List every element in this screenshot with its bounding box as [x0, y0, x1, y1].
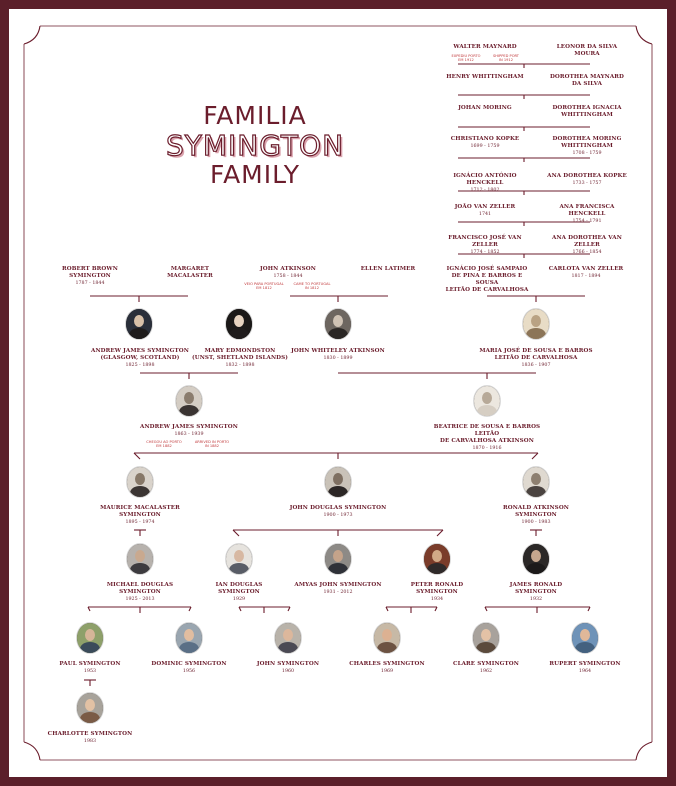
person-name: PETER RONALD SYMINGTON — [410, 582, 464, 595]
person-name: RUPERT SYMINGTON — [549, 661, 621, 667]
photo-maria-jose — [523, 309, 549, 339]
person-name: ANA DOROTHEA VAN ZELLER — [552, 235, 622, 248]
person-margaret-macalaster — [160, 266, 220, 280]
page-title — [125, 102, 385, 189]
person-name: IAN DOUGLAS SYMINGTON — [215, 582, 263, 595]
note-shipped: SHIPPED PORT IN 1912 — [493, 54, 519, 63]
person-john-symington — [248, 661, 328, 675]
person-dates: 1787 - 1844 — [75, 280, 105, 286]
person-maria-jose — [476, 348, 596, 369]
note-chegou: CHEGOU AO PORTO EM 1882 — [146, 440, 182, 449]
person-dates: 1817 - 1894 — [571, 273, 601, 279]
person-john-whiteley — [290, 348, 386, 362]
person-name: MARY EDMONDSTON (UNST, SHETLAND ISLANDS) — [191, 348, 289, 361]
person-name: MARIA JOSÉ DE SOUSA E BARROS LEITÃO DE CARVALHOSA — [479, 348, 593, 361]
person-walter-maynard — [446, 44, 524, 51]
person-dorothea-ignacia — [546, 105, 628, 119]
note-came: CAME TO PORTUGAL IN 1812 — [293, 282, 331, 291]
person-name: CHARLOTTE SYMINGTON — [47, 731, 133, 737]
person-dates: 1900 - 1983 — [521, 519, 551, 525]
person-name: ANDREW JAMES SYMINGTON — [140, 424, 238, 430]
person-name: DOROTHEA MORING WHITTINGHAM — [552, 136, 622, 149]
person-name: ELLEN LATIMER — [360, 266, 416, 272]
photo-mary-edmondston — [226, 309, 252, 339]
photo-dominic — [176, 623, 202, 653]
person-name: HENRY WHITTINGHAM — [446, 74, 524, 80]
person-name: LEONOR DA SILVA MOURA — [556, 44, 618, 57]
person-john-atkinson — [250, 266, 326, 280]
photo-rupert — [572, 623, 598, 653]
person-dates: 1931 - 2012 — [323, 589, 353, 595]
photo-clare — [473, 623, 499, 653]
person-name: JOHN WHITELEY ATKINSON — [291, 348, 385, 354]
person-ian-douglas — [194, 582, 284, 603]
person-dates: 1758 - 1844 — [273, 273, 303, 279]
person-dates: 1863 - 1939 — [174, 431, 204, 437]
person-dominic — [149, 661, 229, 675]
title-familia: FAMILIA — [203, 101, 307, 130]
person-dates: 1932 — [529, 596, 543, 602]
person-ellen-latimer — [356, 266, 420, 273]
person-henry-whittingham — [446, 74, 524, 81]
person-name: DOROTHEA IGNACIA WHITTINGHAM — [552, 105, 622, 118]
person-ronald-atkinson — [496, 505, 576, 526]
person-dates: 1712 - 1802 — [470, 187, 500, 193]
person-name: IGNÁCIO ANTÓNIO HENCKELL — [453, 173, 517, 186]
person-name: MAURICE MACALASTER SYMINGTON — [100, 505, 180, 518]
person-name: CHARLES SYMINGTON — [349, 661, 425, 667]
person-dates: 1699 - 1759 — [470, 143, 500, 149]
person-dates: 1953 — [83, 668, 97, 674]
person-name: CLARE SYMINGTON — [453, 661, 519, 667]
person-name: MICHAEL DOUGLAS SYMINGTON — [106, 582, 174, 595]
person-dates: 1733 - 1757 — [572, 180, 602, 186]
person-dates: 1774 - 1852 — [470, 249, 500, 255]
photo-beatrice — [474, 386, 500, 416]
person-dates: 1830 - 1899 — [323, 355, 353, 361]
person-james-ronald — [491, 582, 581, 603]
person-name: JOÃO VAN ZELLER — [454, 204, 516, 210]
person-carlota-van-zeller — [544, 266, 628, 280]
person-robert-brown — [45, 266, 135, 287]
photo-ian-douglas — [226, 544, 252, 574]
person-dates: 1929 — [232, 596, 246, 602]
person-name: JOHAN MORING — [458, 105, 512, 111]
photo-john-douglas — [325, 467, 351, 497]
photo-andrew-james-jr — [176, 386, 202, 416]
note-veio: VEIO PARA PORTUGAL EM 1812 — [244, 282, 284, 291]
person-name: ANA FRANCISCA HENCKELL — [559, 204, 615, 217]
person-johan-moring — [446, 105, 524, 112]
person-charlotte — [46, 731, 134, 745]
photo-john-symington — [275, 623, 301, 653]
person-peter-ronald — [392, 582, 482, 603]
person-francisco-van-zeller — [440, 235, 530, 256]
title-symington: SYMINGTON — [165, 129, 345, 162]
person-dates: 1969 — [380, 668, 394, 674]
person-name: ANDREW JAMES SYMINGTON (GLASGOW, SCOTLAND) — [91, 348, 189, 361]
person-dates: 1708 - 1759 — [572, 150, 602, 156]
person-dates: 1960 — [281, 668, 295, 674]
note-arrived: ARRIVED IN PORTO IN 1882 — [194, 440, 230, 449]
person-joao-van-zeller — [446, 204, 524, 218]
person-name: FRANCISCO JOSÉ VAN ZELLER — [448, 235, 522, 248]
photo-maurice — [127, 467, 153, 497]
person-dates: 1925 - 2013 — [125, 596, 155, 602]
person-christiano-kopke — [446, 136, 524, 150]
person-dates: 1934 — [430, 596, 444, 602]
person-name: JAMES RONALD SYMINGTON — [509, 582, 563, 595]
photo-charlotte — [77, 693, 103, 723]
person-dates: 1741 — [478, 211, 492, 217]
person-dates: 1836 - 1907 — [521, 362, 551, 368]
person-name: BEATRICE DE SOUSA E BARROS LEITÃO DE CARVALHOSA ATKINSON — [433, 424, 541, 444]
person-ignacio-henckell — [440, 173, 530, 194]
person-maurice — [95, 505, 185, 526]
title-family: FAMILY — [209, 160, 300, 190]
person-clare — [446, 661, 526, 675]
person-amyas-john — [293, 582, 383, 596]
person-ana-dorothea-van-zeller — [540, 235, 634, 256]
person-dates: 1825 - 1898 — [125, 362, 155, 368]
person-dates: 1962 — [479, 668, 493, 674]
person-name: ANA DOROTHEA KOPKE — [547, 173, 627, 179]
person-dates: 1832 - 1898 — [225, 362, 255, 368]
photo-james-ronald — [523, 544, 549, 574]
person-name: WALTER MAYNARD — [453, 44, 517, 50]
person-beatrice — [426, 424, 548, 452]
person-dates: 1754 - 1791 — [572, 218, 602, 224]
person-dates: 1766 - 1854 — [572, 249, 602, 255]
note-expediu: EXPEDIU PORTO EM 1912 — [451, 54, 481, 63]
person-name: JOHN SYMINGTON — [256, 661, 320, 667]
person-andrew-james-jr — [139, 424, 239, 438]
photo-peter-ronald — [424, 544, 450, 574]
person-dates: 1870 - 1916 — [472, 445, 502, 451]
person-name: AMYAS JOHN SYMINGTON — [294, 582, 382, 588]
person-paul — [50, 661, 130, 675]
person-name: JOHN DOUGLAS SYMINGTON — [289, 505, 387, 511]
person-name: JOHN ATKINSON — [260, 266, 316, 272]
person-dates: 1895 - 1974 — [125, 519, 155, 525]
person-mary-edmondston — [190, 348, 290, 369]
person-dates: 1956 — [182, 668, 196, 674]
person-name: ROBERT BROWN SYMINGTON — [61, 266, 119, 279]
photo-john-whiteley — [325, 309, 351, 339]
person-ana-francisca-henckell — [542, 204, 632, 225]
photo-andrew-james-sr — [126, 309, 152, 339]
person-name: CHRISTIANO KOPKE — [450, 136, 520, 142]
person-name: DOROTHEA MAYNARD DA SILVA — [549, 74, 625, 87]
person-dates: 1900 - 1973 — [323, 512, 353, 518]
person-charles — [347, 661, 427, 675]
person-dorothea-maynard — [546, 74, 628, 88]
person-name: RONALD ATKINSON SYMINGTON — [502, 505, 570, 518]
photo-amyas-john — [325, 544, 351, 574]
photo-charles — [374, 623, 400, 653]
person-name: MARGARET MACALASTER — [167, 266, 213, 279]
person-john-douglas — [288, 505, 388, 519]
photo-ronald-atkinson — [523, 467, 549, 497]
person-dorothea-moring — [546, 136, 628, 157]
person-michael-douglas — [95, 582, 185, 603]
person-dates: 1964 — [578, 668, 592, 674]
person-ana-dorothea-kopke — [546, 173, 628, 187]
person-leonor-da-silva-moura — [546, 44, 628, 58]
person-ignacio-sampaio — [440, 266, 534, 294]
person-name: CARLOTA VAN ZELLER — [548, 266, 624, 272]
photo-paul — [77, 623, 103, 653]
person-rupert — [545, 661, 625, 675]
person-andrew-james-sr — [90, 348, 190, 369]
photo-michael-douglas — [127, 544, 153, 574]
person-name: PAUL SYMINGTON — [59, 661, 121, 667]
person-name: IGNÁCIO JOSÉ SAMPAIO DE PINA E BARROS E SOUSA LEITÃO DE CARVALHOSA — [445, 266, 529, 293]
person-dates: 1983 — [83, 738, 97, 744]
person-name: DOMINIC SYMINGTON — [151, 661, 227, 667]
